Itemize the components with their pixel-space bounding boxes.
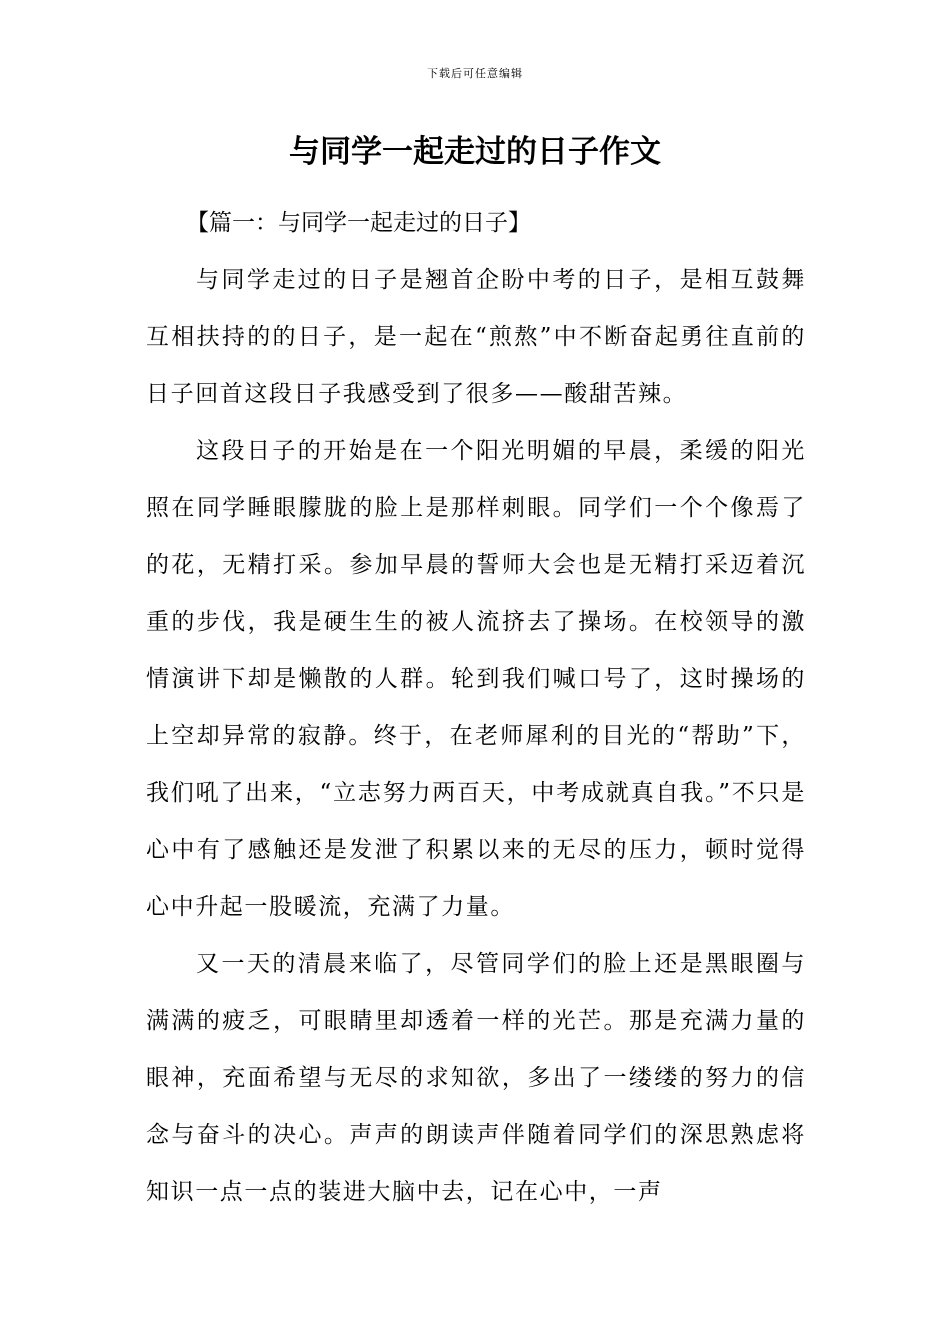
paragraph-3: 又一天的清晨来临了，尽管同学们的脸上还是黑眼圈与满满的疲乏，可眼睛里却透着一样的光芒。那是充满力量的眼神，充面希望与无尽的求知欲，多出了一缕缕的努力的信念与奋斗的决心。声声的朗读声伴随着同学们的深思熟虑将知识一点一点的装进大脑中去，记在心中，一声 [146, 951, 806, 1205]
page-header [0, 0, 950, 90]
header-note: 下载后可任意编辑 [427, 67, 523, 80]
paragraph-2: 这段日子的开始是在一个阳光明媚的早晨，柔缓的阳光照在同学睡眼朦胧的脸上是那样刺眼。同学们一个个像焉了的花，无精打采。参加早晨的誓师大会也是无精打采迈着沉重的步伐，我是硬生生的被人流挤去了操场。在校领导的激情演讲下却是懒散的人群。轮到我们喊口号了，这时操场的上空却异常的寂静。终于，在老师犀利的目光的“帮助”下，我们吼了出来，“立志努力两百天，中考成就真自我。”不只是心中有了感触还是发泄了积累以来的无尽的压力，顿时觉得心中升起一股暖流，充满了力量。 [146, 438, 806, 920]
document-body [146, 195, 806, 1221]
document-title: 与同学一起走过的日子作文 [289, 134, 661, 170]
section-heading: 【篇一：与同学一起走过的日子】 [186, 210, 531, 236]
paragraph-1: 与同学走过的日子是翘首企盼中考的日子，是相互鼓舞互相扶持的的日子，是一起在“煎熬”中不断奋起勇往直前的日子回首这段日子我感受到了很多——酸甜苦辣。 [146, 267, 806, 407]
